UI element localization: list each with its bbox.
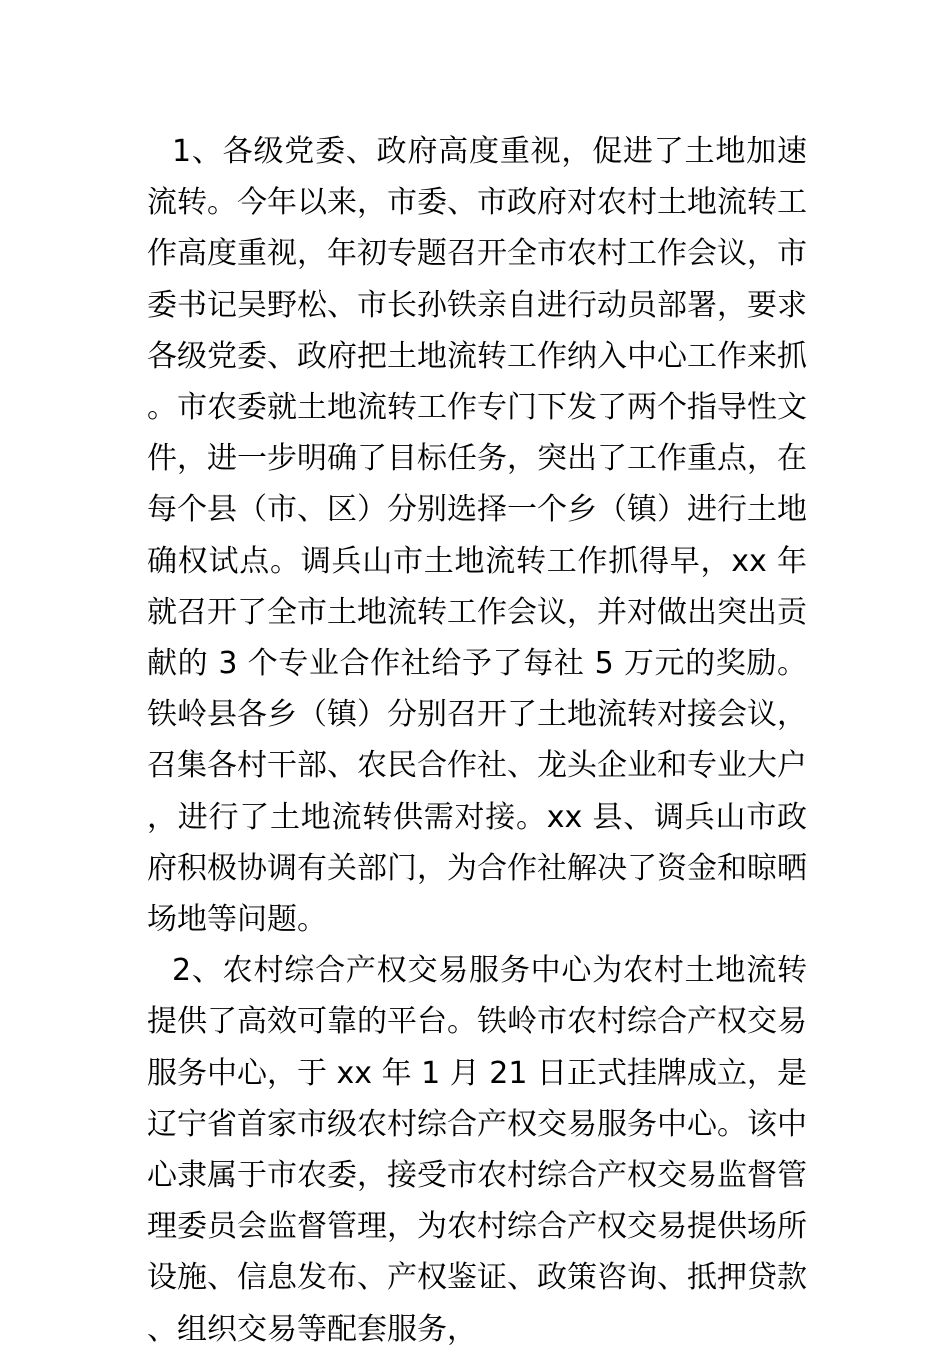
paragraph-2: 2、农村综合产权交易服务中心为农村土地流转提供了高效可靠的平台。铁岭市农村综合产权交易服务中心，于 xx 年 1 月 21 日正式挂牌成立，是辽宁省首家市级农村综合产权交易服务中心。该中心隶属于市农委，接受市农村综合产权交易监督管理委员会监督管理，为农村综合产权交易提供场所设施、信息发布、产权鉴证、政策咨询、抵押贷款、组织交易等配套服务，	[147, 953, 807, 1347]
paragraph-1: 1、各级党委、政府高度重视，促进了土地加速流转。今年以来，市委、市政府对农村土地流转工作高度重视，年初专题召开全市农村工作会议，市委书记吴野松、市长孙铁亲自进行动员部署，要求各级党委、政府把土地流转工作纳入中心工作来抓。市农委就土地流转工作专门下发了两个指导性文件，进一步明确了目标任务，突出了工作重点，在每个县（市、区）分别选择一个乡（镇）进行土地确权试点。调兵山市土地流转工作抓得早，xx 年就召开了全市土地流转工作会议，并对做出突出贡献的 3 个专业合作社给予了每社 5 万元的奖励。铁岭县各乡（镇）分别召开了土地流转对接会议，召集各村干部、农民合作社、龙头企业和专业大户，进行了土地流转供需对接。xx 县、调兵山市政府积极协调有关部门，为合作社解决了资金和晾晒场地等问题。	[147, 134, 807, 938]
document-body	[147, 126, 807, 1355]
